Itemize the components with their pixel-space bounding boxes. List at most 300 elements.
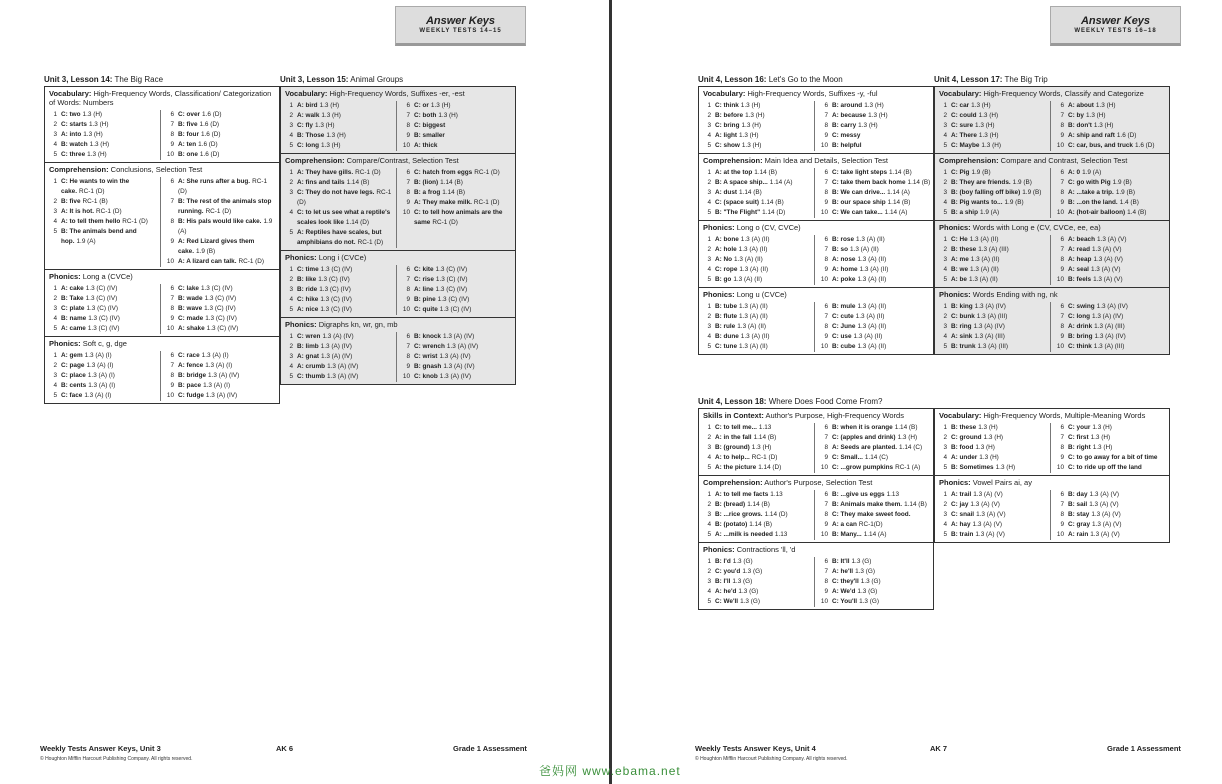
answer-column-left (937, 168, 1050, 218)
section-title-text: Long i (CVCe) (316, 253, 367, 262)
item-answer: B: day (1068, 491, 1088, 498)
item-number: 4 (289, 363, 293, 370)
item-number: 3 (707, 323, 711, 330)
item-answer: C: two (61, 111, 81, 118)
item-number: 1 (289, 266, 293, 273)
item-answer: B: A space ship... (715, 179, 768, 186)
lesson-15-column (280, 74, 516, 385)
section-title (45, 163, 279, 174)
answer-item (1054, 198, 1167, 208)
item-standard: 1.3 (A) (V) (973, 491, 1003, 498)
answer-column-right (814, 490, 931, 540)
item-number: 4 (289, 132, 293, 139)
item-number: 6 (170, 111, 174, 118)
item-answer: B: these (951, 246, 977, 253)
answer-item (818, 530, 931, 540)
answer-item (937, 275, 1050, 285)
item-standard: 1.3 (H) (319, 102, 340, 109)
item-number: 3 (943, 323, 947, 330)
item-body (414, 352, 471, 362)
answer-item (937, 332, 1050, 342)
item-standard: 1.3 (C) (IV) (435, 276, 468, 283)
item-standard: 1.3 (C) (IV) (318, 276, 350, 283)
item-body (715, 245, 767, 255)
item-standard: 1.9 (B) (1115, 189, 1135, 196)
item-standard: 1.3 (A) (V) (1090, 266, 1121, 273)
item-answer: C: thumb (297, 373, 326, 380)
item-number: 1 (707, 102, 711, 109)
item-standard: 1.3 (A) (II) (856, 236, 885, 243)
answer-item (937, 245, 1050, 255)
answer-item (818, 312, 931, 322)
item-standard: 1.3 (A) (II) (739, 313, 768, 320)
item-body (297, 295, 352, 305)
item-answer: B: The animals bend and hop. (61, 228, 137, 245)
item-body (61, 391, 111, 401)
item-standard: 1.3 (A) (II) (859, 266, 889, 273)
item-number: 1 (943, 236, 947, 243)
item-answer: A: gnat (297, 353, 320, 360)
answer-item (283, 352, 396, 362)
section-title-text: Long u (CVCe) (734, 290, 787, 299)
right-tab-title: Answer Keys (1080, 15, 1151, 27)
section-title-label: Skills in Context: (703, 411, 764, 420)
item-body (951, 520, 1002, 530)
item-answer: C: both (414, 112, 437, 119)
item-body (178, 304, 236, 314)
item-answer: A: into (61, 131, 82, 138)
answer-columns (45, 348, 279, 403)
section-title-label: Comprehension: (939, 156, 999, 165)
answer-item (937, 443, 1050, 453)
item-number: 6 (1060, 303, 1064, 310)
answer-item (400, 295, 513, 305)
answer-item (164, 257, 277, 267)
item-number: 2 (943, 246, 947, 253)
item-body (61, 314, 120, 324)
item-number: 3 (943, 256, 947, 263)
item-standard: 1.3 (H) (751, 444, 772, 451)
lesson-heading (698, 396, 934, 408)
item-standard: 1.3 (H) (739, 132, 759, 139)
answer-item (701, 567, 814, 577)
item-answer: B: carry (832, 122, 857, 129)
item-body (61, 217, 148, 227)
item-answer: B: five (61, 198, 81, 205)
item-body (1068, 500, 1119, 510)
item-answer: B: knock (414, 333, 441, 340)
item-body (715, 557, 753, 567)
answer-item (818, 577, 931, 587)
item-number: 4 (53, 218, 57, 225)
item-standard: 1.3 (A) (II) (739, 303, 768, 310)
answer-item (701, 463, 814, 473)
item-body (1068, 131, 1136, 141)
section-title (281, 251, 515, 262)
item-standard: 1.3 (G) (742, 568, 763, 575)
answer-item (701, 587, 814, 597)
answer-section (698, 288, 934, 355)
item-number: 2 (289, 276, 293, 283)
item-answer: B: a ship (951, 209, 978, 216)
item-body (414, 178, 463, 188)
item-number: 6 (1060, 102, 1064, 109)
item-body (715, 423, 771, 433)
item-answer: C: You'll (832, 598, 858, 605)
item-answer: A: home (832, 266, 858, 273)
item-number: 1 (943, 491, 947, 498)
answer-columns (699, 165, 933, 220)
item-number: 9 (1060, 132, 1064, 139)
item-answer: B: ride (297, 286, 318, 293)
item-number: 1 (53, 178, 57, 185)
item-number: 4 (707, 132, 711, 139)
answer-item (47, 361, 160, 371)
item-number: 7 (824, 501, 828, 508)
lesson-heading-title: Animal Groups (348, 75, 404, 84)
item-number: 6 (170, 285, 174, 292)
answer-item (1054, 255, 1167, 265)
item-number: 6 (1060, 236, 1064, 243)
item-number: 7 (1060, 179, 1064, 186)
section-title-text: Soft c, g, dge (80, 339, 127, 348)
item-number: 4 (53, 382, 57, 389)
item-number: 3 (53, 305, 57, 312)
section-title-text: Author's Purpose, Selection Test (762, 478, 873, 487)
answer-item (937, 453, 1050, 463)
item-standard: 1.14 (A) (884, 209, 908, 216)
item-standard: 1.3 (H) (741, 122, 762, 129)
item-answer: C: to tell how animals are the same (414, 209, 503, 226)
item-body (715, 510, 788, 520)
section-title (935, 221, 1169, 232)
item-answer: A: light (715, 132, 738, 139)
answer-item (1054, 131, 1167, 141)
item-answer: C: wrist (414, 353, 438, 360)
item-answer: B: cube (832, 343, 856, 350)
item-answer: C: We can take... (832, 209, 883, 216)
item-number: 8 (824, 122, 828, 129)
answer-columns (45, 107, 279, 162)
answer-item (818, 587, 931, 597)
item-answer: B: Many... (832, 531, 862, 538)
item-answer: A: dust (715, 189, 738, 196)
item-standard: 1.3 (A) (V) (1092, 246, 1122, 253)
answer-item (818, 131, 931, 141)
item-number: 5 (707, 343, 711, 350)
item-standard: 1.14 (B) (346, 179, 370, 186)
item-answer: B: Animals make them. (832, 501, 903, 508)
item-number: 4 (707, 333, 711, 340)
item-body (178, 257, 264, 267)
item-answer: A: me (951, 256, 969, 263)
answer-item (818, 255, 931, 265)
answer-section (280, 318, 516, 385)
item-answer: A: Reptiles have scales, but amphibians do not. (297, 229, 382, 246)
item-number: 8 (1060, 189, 1064, 196)
answer-item (1054, 342, 1167, 352)
answer-item (164, 237, 277, 257)
item-number: 5 (289, 306, 293, 313)
item-body (414, 168, 500, 178)
item-number: 5 (53, 392, 57, 399)
answer-item (701, 265, 814, 275)
answer-columns (699, 554, 933, 609)
item-answer: A: he'll (832, 568, 854, 575)
item-body (1068, 265, 1120, 275)
item-standard: 1.3 (H) (1092, 424, 1112, 431)
item-number: 8 (824, 578, 828, 585)
answer-item (1054, 111, 1167, 121)
answer-columns (935, 299, 1169, 354)
answer-item (701, 453, 814, 463)
item-answer: C: fudge (178, 392, 204, 399)
item-answer: A: a can (832, 521, 857, 528)
answer-column-left (47, 110, 160, 160)
item-body (951, 101, 991, 111)
item-answer: B: go (715, 276, 732, 283)
item-standard: 1.6 (D) (1116, 132, 1137, 139)
item-answer: A: ship and raft (1068, 132, 1115, 139)
item-answer: A: be (951, 276, 967, 283)
answer-item (818, 121, 931, 131)
answer-item (937, 302, 1050, 312)
answer-item (818, 208, 931, 218)
item-answer: C: to go away for a bit of time (1068, 454, 1158, 461)
item-standard: 1.3 (A) (II) (738, 246, 768, 253)
item-standard: 1.3 (A) (V) (1089, 491, 1120, 498)
answer-item (818, 490, 931, 500)
answer-columns (935, 232, 1169, 287)
answer-item (937, 520, 1050, 530)
item-standard: 1.3 (A) (III) (976, 313, 1008, 320)
item-answer: B: (boy falling off bike) (951, 189, 1021, 196)
item-answer: B: wade (178, 295, 203, 302)
item-answer: C: hatch from eggs (414, 169, 473, 176)
answer-item (164, 361, 277, 371)
item-number: 7 (1060, 112, 1064, 119)
lesson-heading-title: Let's Go to the Moon (766, 75, 843, 84)
item-body (1068, 101, 1115, 111)
item-answer: A: gem (61, 352, 83, 359)
lesson-heading (934, 74, 1170, 86)
answer-item (818, 342, 931, 352)
answer-item (1054, 530, 1167, 540)
item-body (414, 305, 471, 315)
answer-item (818, 265, 931, 275)
lesson-heading-label: Unit 4, Lesson 17: (934, 75, 1003, 84)
item-number: 2 (289, 179, 293, 186)
item-standard: RC-1 (D) (79, 188, 105, 195)
item-number: 7 (824, 179, 828, 186)
item-standard: 1.13 (886, 491, 900, 498)
item-number: 9 (170, 382, 174, 389)
item-number: 5 (943, 531, 947, 538)
answer-item (818, 322, 931, 332)
answer-columns (699, 420, 933, 475)
item-standard: 1.3 (H) (326, 132, 346, 139)
answer-item (818, 453, 931, 463)
answer-column-left (701, 168, 814, 218)
item-body (414, 295, 469, 305)
lesson-heading-label: Unit 3, Lesson 14: (44, 75, 113, 84)
section-title-text: Long a (CVCe) (80, 272, 133, 281)
item-body (832, 520, 883, 530)
item-standard: 1.3 (G) (851, 558, 872, 565)
item-body (715, 101, 760, 111)
item-body (1068, 275, 1123, 285)
item-standard: 1.3 (A) (II) (853, 333, 883, 340)
item-number: 2 (707, 179, 711, 186)
section-title-text: Conclusions, Selection Test (108, 165, 203, 174)
answer-item (701, 245, 814, 255)
right-page (613, 0, 1222, 784)
item-body (1068, 168, 1101, 178)
answer-section (698, 221, 934, 288)
lesson-heading (44, 74, 280, 86)
lesson-heading-label: Unit 4, Lesson 18: (698, 397, 767, 406)
lesson-heading (280, 74, 516, 86)
item-number: 1 (53, 352, 57, 359)
item-number: 10 (166, 325, 174, 332)
item-number: 3 (943, 122, 947, 129)
item-body (61, 207, 122, 217)
item-body (414, 198, 499, 208)
item-answer: B: ring (951, 323, 972, 330)
item-body (1068, 453, 1159, 463)
item-body (951, 255, 1000, 265)
item-standard: RC-1(D) (858, 521, 883, 528)
item-number: 2 (943, 112, 947, 119)
item-answer: C: starts (61, 121, 87, 128)
item-answer: A: shake (178, 325, 205, 332)
item-standard: 1.14 (D) (345, 219, 369, 226)
item-number: 10 (820, 598, 828, 605)
item-body (61, 227, 160, 247)
item-answer: B: rule (715, 323, 736, 330)
item-standard: 1.4 (B) (1119, 199, 1139, 206)
item-body (715, 530, 787, 540)
item-standard: 1.14 (D) (758, 464, 782, 471)
item-body (832, 245, 879, 255)
item-answer: A: the picture (715, 464, 757, 471)
section-title-label: Phonics: (703, 223, 735, 232)
item-number: 8 (824, 444, 828, 451)
lesson-heading (698, 74, 934, 86)
section-title (935, 288, 1169, 299)
answer-column-left (47, 177, 160, 267)
answer-item (818, 168, 931, 178)
item-standard: 1.3 (A) (II) (734, 256, 763, 263)
answer-item (1054, 168, 1167, 178)
item-body (832, 101, 884, 111)
section-title (281, 318, 515, 329)
item-body (715, 111, 765, 121)
answer-item (818, 433, 931, 443)
section-title-text: High-Frequency Words, Suffixes -er, -est (327, 89, 465, 98)
answer-item (47, 381, 160, 391)
item-answer: C: plate (61, 305, 85, 312)
item-body (1068, 520, 1122, 530)
answer-item (1054, 121, 1167, 131)
answer-item (937, 235, 1050, 245)
item-body (715, 577, 752, 587)
item-answer: A: nice (297, 306, 319, 313)
item-body (414, 101, 450, 111)
item-standard: 1.3 (C) (IV) (85, 295, 118, 302)
item-number: 6 (406, 102, 410, 109)
item-number: 10 (166, 392, 174, 399)
answer-item (701, 577, 814, 587)
answer-item (701, 510, 814, 520)
item-standard: 1.3 (A) (IV) (973, 323, 1005, 330)
answer-item (937, 101, 1050, 111)
answer-column-left (47, 351, 160, 401)
item-answer: C: biggest (414, 122, 446, 129)
item-number: 10 (402, 373, 410, 380)
item-number: 9 (406, 199, 410, 206)
item-standard: 1.3 (C) (IV) (87, 325, 120, 332)
item-answer: C: wrench (414, 343, 445, 350)
item-answer: B: (lion) (414, 179, 439, 186)
answer-item (1054, 433, 1167, 443)
item-answer: B: train (951, 531, 974, 538)
item-standard: 1.3 (H) (983, 434, 1004, 441)
item-answer: A: No (715, 256, 733, 263)
answer-item (400, 208, 513, 228)
item-body (297, 168, 381, 178)
item-answer: A: beach (1068, 236, 1095, 243)
item-body (61, 284, 117, 294)
item-standard: 1.3 (A) (IV) (1094, 333, 1126, 340)
answer-item (937, 463, 1050, 473)
item-body (1068, 302, 1128, 312)
item-number: 9 (406, 296, 410, 303)
item-number: 10 (1056, 209, 1064, 216)
item-answer: B: trunk (951, 343, 976, 350)
item-answer: C: ...grow pumpkins (832, 464, 894, 471)
answer-item (701, 332, 814, 342)
item-answer: A: There (951, 132, 977, 139)
item-number: 2 (53, 362, 57, 369)
answer-item (818, 567, 931, 577)
item-body (715, 500, 770, 510)
item-standard: RC-1 (D) (122, 218, 148, 225)
item-answer: C: bring (715, 122, 740, 129)
item-standard: 1.3 (A) (V) (1097, 236, 1127, 243)
item-body (61, 110, 102, 120)
item-standard: 1.3 (H) (314, 122, 335, 129)
section-title-text: Words with Long e (CV, CVCe, ee, ea) (970, 223, 1101, 232)
answer-item (701, 597, 814, 607)
section-title-label: Phonics: (939, 290, 971, 299)
answer-item (47, 324, 160, 334)
answer-column-left (701, 557, 814, 607)
answer-item (937, 530, 1050, 540)
item-answer: C: (space suit) (715, 199, 760, 206)
item-answer: C: Small... (832, 454, 863, 461)
item-number: 3 (707, 122, 711, 129)
item-number: 2 (289, 112, 293, 119)
item-body (414, 285, 467, 295)
item-answer: B: like (297, 276, 317, 283)
left-copyright: © Houghton Mifflin Harcourt Publishing Company. All rights reserved. (40, 756, 193, 762)
answer-item (164, 197, 277, 217)
item-answer: B: feels (1068, 276, 1092, 283)
item-standard: 1.3 (C) (IV) (320, 306, 352, 313)
item-standard: 1.3 (A) (II) (857, 343, 887, 350)
item-answer: A: walk (297, 112, 320, 119)
